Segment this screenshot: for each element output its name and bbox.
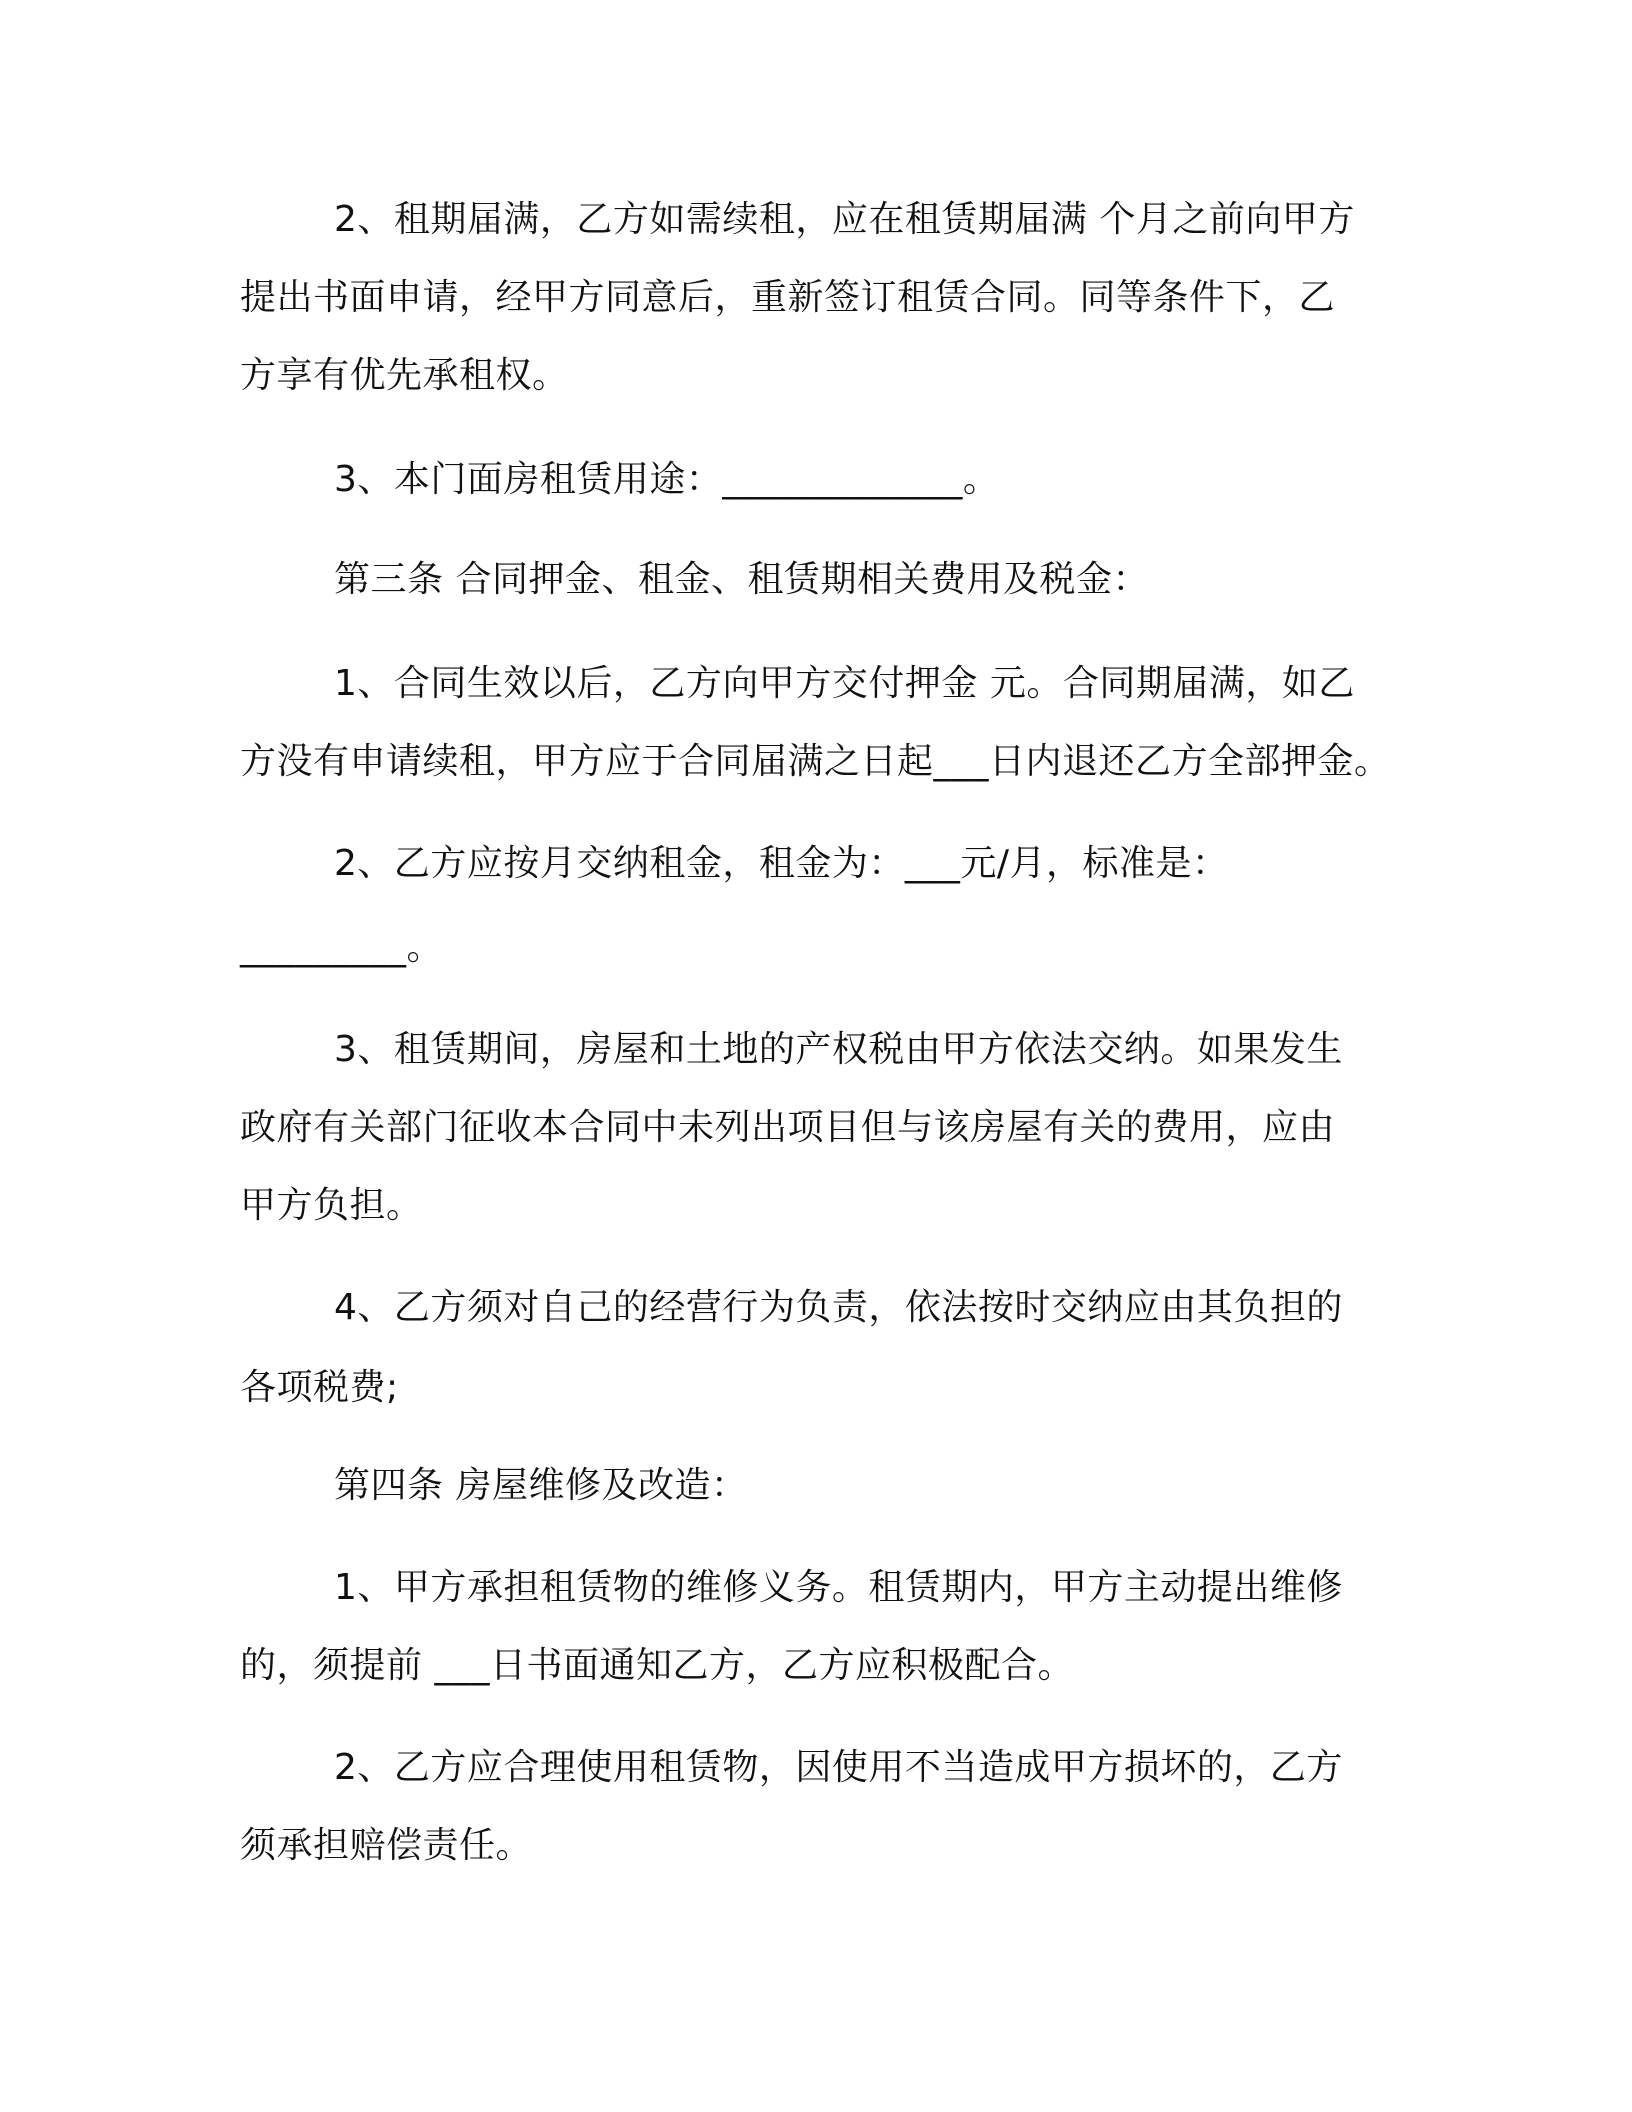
text-line: 1、合同生效以后，乙方向甲方交付押金 元。合同期届满，如乙 — [334, 663, 1355, 704]
text-line: 3、本门面房租赁用途：_____________。 — [334, 459, 1000, 500]
section-heading: 第四条 房屋维修及改造： — [334, 1465, 748, 1506]
text-line: 3、租赁期间，房屋和土地的产权税由甲方依法交纳。如果发生 — [334, 1029, 1343, 1070]
text-line: 1、甲方承担租赁物的维修义务。租赁期内，甲方主动提出维修 — [334, 1567, 1343, 1608]
text-line: _________。 — [240, 927, 444, 968]
text-line: 2、乙方应按月交纳租金，租金为：___元/月，标准是： — [334, 843, 1229, 884]
text-line: 提出书面申请，经甲方同意后，重新签订租赁合同。同等条件下，乙 — [240, 277, 1336, 318]
text-line: 方没有申请续租，甲方应于合同届满之日起___日内退还乙方全部押金。 — [240, 741, 1391, 782]
section-heading: 第三条 合同押金、租金、租赁期相关费用及税金： — [334, 559, 1149, 600]
text-line: 2、租期届满，乙方如需续租，应在租赁期届满 个月之前向甲方 — [334, 199, 1355, 240]
text-line: 方享有优先承租权。 — [240, 355, 569, 396]
text-line: 2、乙方应合理使用租赁物，因使用不当造成甲方损坏的，乙方 — [334, 1747, 1343, 1788]
text-line: 须承担赔偿责任。 — [240, 1825, 533, 1866]
text-line: 的，须提前 ___日书面通知乙方，乙方应积极配合。 — [240, 1645, 1074, 1686]
text-line: 各项税费; — [240, 1367, 399, 1408]
text-line: 政府有关部门征收本合同中未列出项目但与该房屋有关的费用，应由 — [240, 1107, 1336, 1148]
text-line: 4、乙方须对自己的经营行为负责，依法按时交纳应由其负担的 — [334, 1287, 1343, 1328]
text-line: 甲方负担。 — [240, 1185, 423, 1226]
